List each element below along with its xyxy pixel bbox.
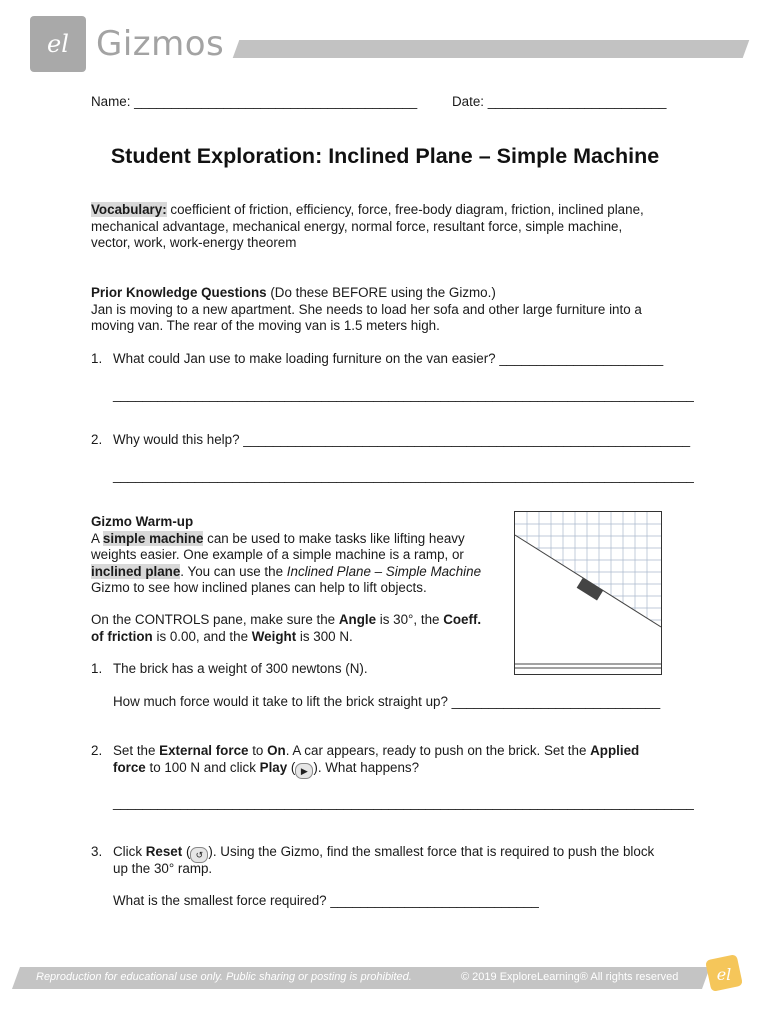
vocabulary-line: coefficient of friction, efficiency, force, free-body diagram, friction, inclined plane, — [166, 202, 644, 217]
warmup-question-2-cont — [113, 760, 419, 779]
question-text[interactable]: What could Jan use to make loading furniture on the van easier? ______________________ — [113, 351, 664, 366]
text: ). What happens? — [313, 760, 420, 775]
text: is 300 N. — [296, 628, 353, 644]
explorelearning-logo — [704, 953, 744, 993]
text: Click — [113, 844, 146, 859]
text: . You can use the — [180, 563, 287, 579]
svg-text:el: el — [716, 965, 732, 984]
text: is 0.00, and the — [152, 628, 252, 644]
prior-knowledge-section — [91, 285, 681, 335]
page-title: Student Exploration: Inclined Plane – Simple Machine — [110, 144, 660, 168]
play-icon: ▶ — [295, 763, 313, 779]
text: Gizmo to see how inclined planes can help to lift objects. — [91, 580, 427, 595]
text: is 30°, the — [376, 612, 444, 627]
header-bar — [233, 40, 750, 58]
text: . A car appears, ready to push on the brick. Set the — [285, 743, 591, 758]
question-number: 1. — [91, 351, 103, 366]
question-number: 2. — [91, 432, 103, 447]
prior-heading: Prior Knowledge Questions — [91, 285, 267, 300]
prior-text-line: moving van. The rear of the moving van is 1.5 meters high. — [91, 318, 440, 333]
text: ). Using the Gizmo, find the smallest force that is required to push the block — [208, 844, 655, 859]
text: can be used to make tasks like lifting heavy — [203, 530, 465, 546]
inclined-plane-figure — [514, 511, 662, 675]
ramp — [515, 535, 661, 664]
vocabulary-line: mechanical advantage, mechanical energy, normal force, resultant force, simple machine, — [91, 218, 623, 234]
vocabulary-line: vector, work, work-energy theorem — [91, 235, 297, 250]
controls-paragraph — [91, 612, 501, 645]
date-field[interactable]: Date: ________________________ — [452, 94, 667, 109]
gizmos-logo — [30, 16, 86, 72]
prior-question-2 — [91, 432, 690, 447]
answer-line[interactable]: ______________________________________________________________________________ — [113, 795, 694, 810]
gizmo-title: Inclined Plane – Simple Machine — [286, 563, 482, 579]
warmup-question-3-cont: up the 30° ramp. — [113, 861, 213, 876]
text: weights easier. One example of a simple machine is a ramp, or — [91, 547, 464, 562]
footer-notice: Reproduction for educational use only. Public sharing or posting is prohibited. — [36, 971, 412, 983]
vocabulary-section — [91, 202, 681, 252]
vocabulary-label: Vocabulary: — [91, 202, 167, 217]
prior-note: (Do these BEFORE using the Gizmo.) — [266, 285, 496, 300]
warmup-question-1 — [91, 661, 368, 676]
warmup-question-2 — [91, 743, 639, 758]
force-label: force — [113, 760, 146, 775]
question-text: The brick has a weight of 300 newtons (N). — [113, 661, 368, 676]
reset-icon: ↺ — [190, 847, 208, 863]
weight-label: Weight — [251, 628, 297, 644]
question-number: 2. — [91, 743, 103, 758]
play-label: Play — [259, 760, 288, 775]
text: ( — [182, 844, 191, 859]
gizmos-logo-icon — [30, 16, 86, 72]
warmup-question-3-sub[interactable]: What is the smallest force required? ____________________________ — [113, 893, 539, 908]
answer-line[interactable]: ______________________________________________________________________________ — [113, 468, 694, 483]
brand-name: Gizmos — [96, 24, 225, 64]
name-field[interactable]: Name: ______________________________________ — [91, 94, 418, 109]
question-text[interactable]: Why would this help? ____________________________________________________________ — [113, 432, 691, 447]
text: to 100 N and click — [145, 760, 260, 775]
warmup-question-1-sub[interactable]: How much force would it take to lift the brick straight up? ____________________________ — [113, 694, 661, 709]
text: On the CONTROLS pane, make sure the — [91, 612, 339, 627]
applied-label: Applied — [590, 743, 640, 758]
angle-label: Angle — [338, 612, 377, 627]
question-number: 1. — [91, 661, 103, 676]
answer-line[interactable]: ______________________________________________________________________________ — [113, 387, 694, 402]
text: Set the — [113, 743, 160, 758]
svg-text:el: el — [47, 30, 69, 58]
friction-label: of friction — [91, 628, 153, 644]
term-simple-machine: simple machine — [102, 530, 204, 546]
coeff-label: Coeff. — [443, 612, 482, 627]
footer-copyright: © 2019 ExploreLearning® All rights reserved — [461, 971, 679, 983]
question-number: 3. — [91, 844, 103, 859]
explorelearning-logo-icon — [704, 953, 744, 993]
term-inclined-plane: inclined plane — [91, 563, 181, 579]
inclined-plane-diagram — [515, 512, 661, 674]
external-force-label: External force — [159, 743, 249, 758]
on-label: On — [267, 743, 286, 758]
text: A — [91, 530, 103, 546]
reset-label: Reset — [145, 844, 183, 859]
warmup-section — [91, 514, 501, 597]
text: ( — [287, 760, 296, 775]
text: to — [248, 743, 268, 758]
prior-question-1 — [91, 351, 663, 366]
prior-text-line: Jan is moving to a new apartment. She needs to load her sofa and other large furniture into a — [91, 301, 642, 317]
warmup-heading: Gizmo Warm-up — [91, 514, 194, 529]
